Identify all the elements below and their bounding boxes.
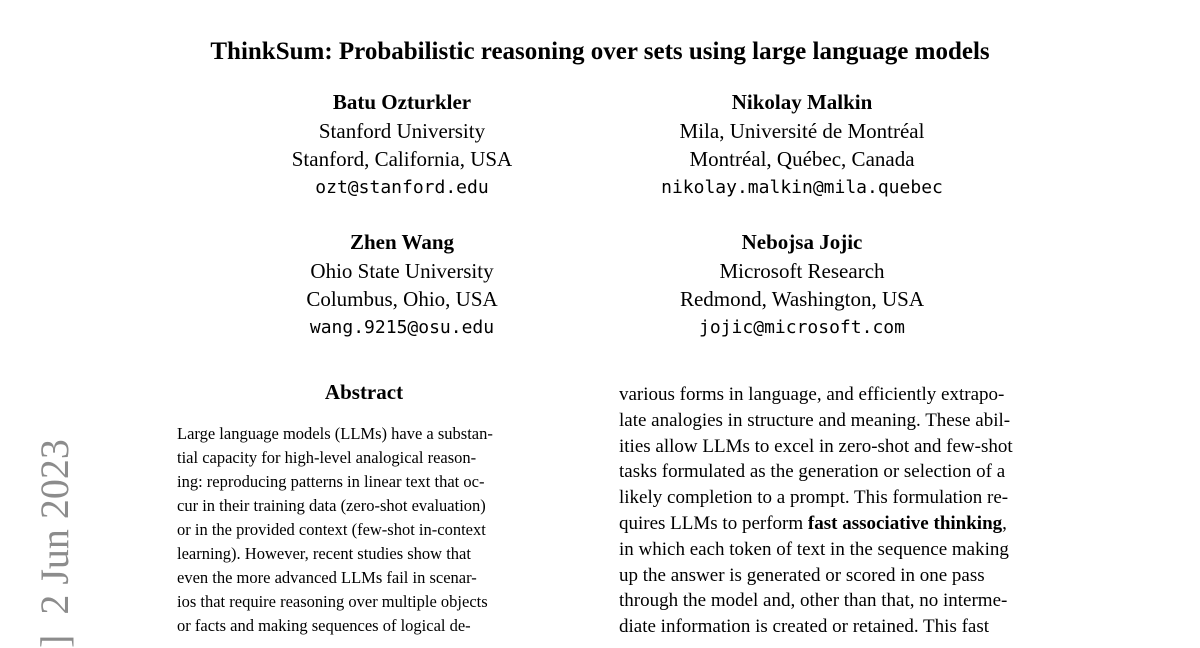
body-line: up the answer is generated or scored in one pass [619, 564, 985, 586]
body-line [619, 511, 1059, 537]
body-line: likely completion to a prompt. This formulation re- [619, 487, 1009, 509]
author-name: Nebojsa Jojic [741, 230, 863, 254]
body-line: diate information is created or retained. This fast [619, 616, 990, 638]
abstract-line: learning). However, recent studies show that [177, 544, 471, 563]
abstract-line: ing: reproducing patterns in linear text that oc- [177, 472, 485, 491]
author-email[interactable]: jojic@microsoft.com [699, 316, 905, 338]
abstract-line: or facts and making sequences of logical de- [177, 616, 471, 635]
emphasis-suffix: , [1002, 512, 1007, 534]
arxiv-stamp-date: 2 Jun 2023 [32, 439, 77, 615]
author-affiliation: Ohio State University [310, 258, 494, 283]
intro-body [619, 382, 1059, 640]
author-location: Columbus, Ohio, USA [306, 287, 498, 311]
paper-title: ThinkSum: Probabilistic reasoning over sets using large language models [210, 38, 990, 65]
author-location: Stanford, California, USA [291, 147, 513, 171]
arxiv-stamp-bracket: ] [32, 634, 77, 648]
author-email[interactable]: nikolay.malkin@mila.quebec [661, 176, 943, 198]
author-name: Batu Ozturkler [332, 90, 472, 114]
abstract-line: Large language models (LLMs) have a substan- [177, 424, 493, 443]
author-affiliation: Stanford University [318, 118, 486, 143]
author-block-3 [192, 228, 612, 342]
author-affiliation: Microsoft Research [719, 258, 885, 283]
abstract-line: cur in their training data (zero-shot evaluation) [177, 496, 486, 515]
abstract-line: ios that require reasoning over multiple objects [177, 592, 488, 611]
arxiv-side-stamp [30, 439, 80, 648]
author-email[interactable]: wang.9215@osu.edu [309, 316, 495, 338]
body-line: late analogies in structure and meaning. These abil- [619, 409, 1011, 431]
author-name: Zhen Wang [349, 230, 455, 254]
author-block-1 [192, 88, 612, 202]
body-line-prefix: quires LLMs to perform [619, 512, 808, 534]
author-email[interactable]: ozt@stanford.edu [315, 176, 489, 198]
abstract-body [177, 422, 551, 638]
body-line: ities allow LLMs to excel in zero-shot and few-shot [619, 435, 1013, 457]
emphasis-text: fast associative thinking [807, 512, 1003, 534]
author-location: Redmond, Washington, USA [679, 287, 925, 311]
body-line: various forms in language, and efficiently extrapo- [619, 384, 1005, 405]
author-location: Montréal, Québec, Canada [689, 147, 915, 171]
author-affiliation: Mila, Université de Montréal [679, 118, 925, 143]
author-block-2 [592, 88, 1012, 202]
body-line: through the model and, other than that, no interme- [619, 590, 1008, 612]
body-line: in which each token of text in the sequence making [619, 538, 1009, 560]
body-line: tasks formulated as the generation or selection of a [619, 461, 1006, 483]
author-block-4 [592, 228, 1012, 342]
abstract-line: or in the provided context (few-shot in-context [177, 520, 486, 539]
abstract-line: even the more advanced LLMs fail in scenar- [177, 568, 477, 587]
abstract-line: tial capacity for high-level analogical reason- [177, 448, 477, 467]
author-name: Nikolay Malkin [731, 90, 873, 114]
abstract-heading: Abstract [324, 380, 404, 404]
